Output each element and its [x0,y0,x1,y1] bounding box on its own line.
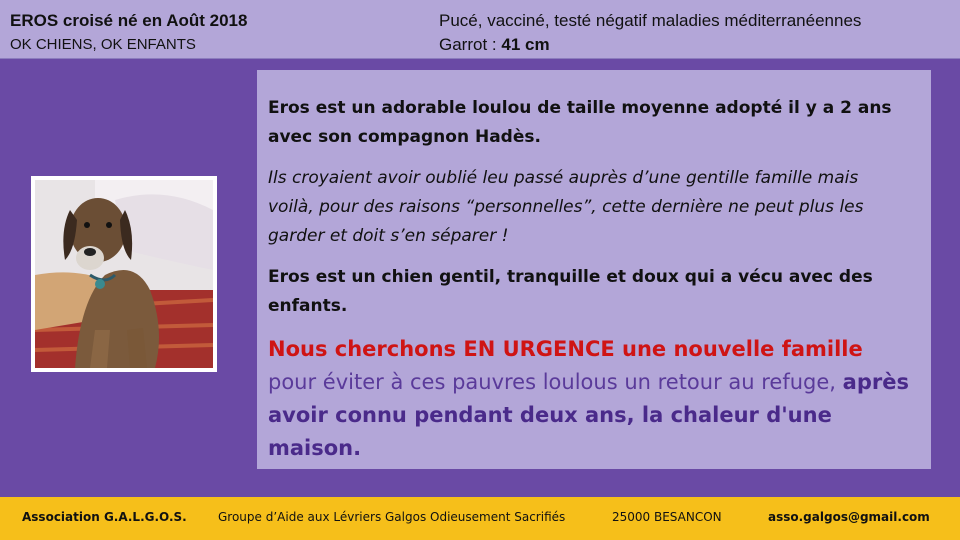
association-city: 25000 BESANCON [612,510,722,524]
appeal-text: pour éviter à ces pauvres loulous un retour au refuge, [268,370,843,394]
temperament-paragraph: Eros est un chien gentil, tranquille et doux qui a vécu avec des enfants. [268,267,873,316]
health-info: Pucé, vacciné, testé négatif maladies méditerranéennes [439,11,862,30]
appeal-bold-text: après avoir connu pendant deux ans, la chaleur d'une maison. [268,370,909,460]
footer-bar [0,497,960,540]
garrot-value: 41 cm [501,35,550,54]
header-bar [0,0,960,59]
urgent-text: Nous cherchons EN URGENCE une nouvelle famille [268,337,863,361]
dog-photo [31,176,217,372]
garrot-label: Garrot : [439,35,502,54]
story-paragraph: Ils croyaient avoir oublié leu passé auprès d’une gentille famille mais voilà, pour des raisons “personnelles”, cette dernière ne peut plus les garder et doit s’en séparer ! [268,168,864,246]
association-name: Association G.A.L.G.O.S. [22,510,187,524]
dog-title: EROS croisé né en Août 2018 [10,11,248,30]
contact-email[interactable]: asso.galgos@gmail.com [768,510,930,524]
dog-illustration [35,180,213,368]
dog-compatibility: OK CHIENS, OK ENFANTS [10,36,196,53]
intro-paragraph: Eros est un adorable loulou de taille moyenne adopté il y a 2 ans avec son compagnon Hadès. [268,98,892,147]
urgent-appeal [268,333,909,465]
garrot-info [439,35,550,55]
association-full-name: Groupe d’Aide aux Lévriers Galgos Odieusement Sacrifiés [218,510,566,524]
description-panel [257,70,931,469]
